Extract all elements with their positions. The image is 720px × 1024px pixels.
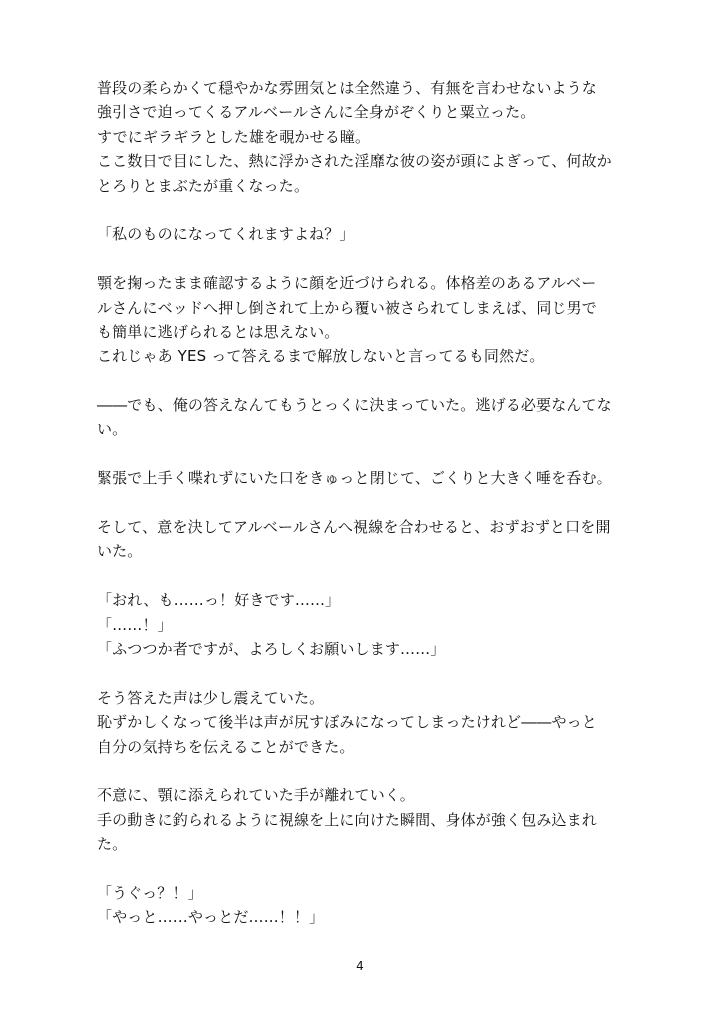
text-line: これじゃあ YES って答えるまで解放しないと言ってるも同然だ。 <box>97 347 545 366</box>
text-line: 自分の気持ちを伝えることができた。 <box>97 737 355 756</box>
text-line: 手の動きに釣られるように視線を上に向けた瞬間、身体が強く包み込まれ <box>97 810 597 829</box>
blank-line <box>97 759 637 783</box>
dialogue-line: 「私のものになってくれますよね？」 <box>97 225 355 244</box>
dialogue-line: 「……！」 <box>97 615 173 634</box>
dialogue-line: 「おれ、も……っ！好きです……」 <box>97 591 341 610</box>
dialogue-line: 「やっと……やっとだ……！！」 <box>97 908 325 927</box>
text-line: いた。 <box>97 542 143 561</box>
page-number: 4 <box>356 959 364 973</box>
dialogue-line: 「うぐっ？！」 <box>97 883 203 902</box>
text-line: 顎を掬ったまま確認するように顔を近づけられる。体格差のあるアルベー <box>97 274 597 293</box>
dialogue-line: 「ふつつか者ですが、よろしくお願いします……」 <box>97 639 446 658</box>
text-line: そして、意を決してアルベールさんへ視線を合わせると、おずおずと口を開 <box>97 518 611 537</box>
text-line: 強引さで迫ってくるアルベールさんに全身がぞくりと粟立った。 <box>97 103 536 122</box>
body-text <box>97 76 637 930</box>
text-line: ルさんにベッドへ押し倒されて上から覆い被さられてしまえば、同じ男で <box>97 298 597 317</box>
text-line: 恥ずかしくなって後半は声が尻すぼみになってしまったけれど――やっと <box>97 713 597 732</box>
text-line: そう答えた声は少し震えていた。 <box>97 688 325 707</box>
text-line: すでにギラギラとした雄を覗かせる瞳。 <box>97 127 371 146</box>
blank-line <box>97 198 637 222</box>
blank-line <box>97 661 637 685</box>
text-line: ここ数日で目にした、熱に浮かされた淫靡な彼の姿が頭によぎって、何故か <box>97 152 612 171</box>
text-line: ――でも、俺の答えなんてもうとっくに決まっていた。逃げる必要なんてな <box>97 396 612 415</box>
text-line: も簡単に逃げられるとは思えない。 <box>97 322 340 341</box>
text-line: 不意に、顎に添えられていた手が離れていく。 <box>97 786 415 805</box>
text-line: 普段の柔らかくて穏やかな雰囲気とは全然違う、有無を言わせないような <box>97 79 597 97</box>
blank-line <box>97 564 637 588</box>
text-line: い。 <box>97 420 128 439</box>
blank-line <box>97 857 637 881</box>
text-line: 緊張で上手く喋れずにいた口をきゅっと閉じて、ごくりと大きく唾を呑む。 <box>97 469 612 488</box>
blank-line <box>97 491 637 515</box>
blank-line <box>97 442 637 466</box>
text-line: た。 <box>97 835 128 854</box>
blank-line <box>97 247 637 271</box>
text-line: とろりとまぶたが重くなった。 <box>97 176 310 195</box>
blank-line <box>97 369 637 393</box>
